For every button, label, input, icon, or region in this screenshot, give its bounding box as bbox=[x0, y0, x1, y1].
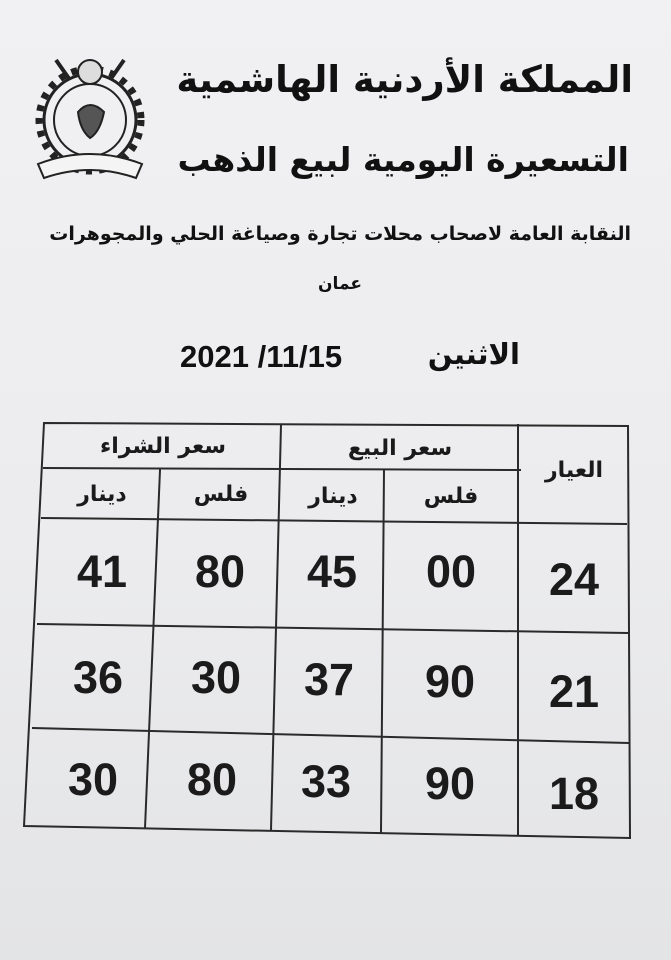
organization-name: النقابة العامة لاصحاب محلات تجارة وصياغة الحلي والمجوهرات bbox=[49, 223, 631, 245]
city-label: عمان bbox=[318, 274, 362, 294]
sell-dinar-cell: 45 bbox=[306, 546, 358, 597]
buy-fils-header: فلس bbox=[193, 481, 249, 507]
sell-dinar-header: دينار bbox=[308, 483, 358, 509]
buy-dinar-header: دينار bbox=[77, 481, 127, 507]
karat-header: العيار bbox=[544, 457, 604, 483]
buy-dinar-cell: 41 bbox=[76, 546, 128, 597]
buy-dinar-cell: 30 bbox=[67, 754, 119, 805]
buy-fils-cell: 80 bbox=[194, 546, 246, 597]
buy-fils-cell: 80 bbox=[186, 754, 238, 805]
sell-fils-cell: 90 bbox=[424, 758, 476, 809]
country-title: المملكة الأردنية الهاشمية bbox=[176, 58, 633, 101]
karat-cell: 21 bbox=[548, 666, 600, 717]
sell-price-header: سعر البيع bbox=[347, 435, 453, 461]
sell-fils-cell: 90 bbox=[424, 656, 476, 707]
sell-fils-cell: 00 bbox=[425, 546, 477, 597]
sell-dinar-cell: 37 bbox=[303, 654, 355, 705]
buy-price-header: سعر الشراء bbox=[99, 433, 227, 459]
sell-fils-header: فلس bbox=[423, 483, 479, 509]
karat-cell: 24 bbox=[548, 554, 600, 605]
page-title: التسعيرة اليومية لبيع الذهب bbox=[177, 140, 629, 179]
day-label: الاثنين bbox=[427, 337, 520, 371]
buy-fils-cell: 30 bbox=[190, 652, 242, 703]
date-label: 2021 /11/15 bbox=[180, 339, 343, 374]
sell-dinar-cell: 33 bbox=[300, 756, 352, 807]
buy-dinar-cell: 36 bbox=[72, 652, 124, 703]
karat-cell: 18 bbox=[548, 768, 600, 819]
